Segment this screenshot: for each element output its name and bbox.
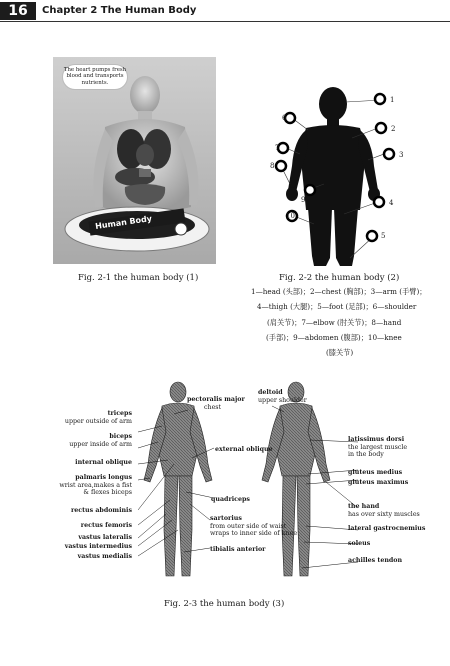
label-number-2: 2 [391, 125, 396, 133]
page-number: 16 [0, 2, 36, 20]
label-sartorius: sartorius from outer side of waist wraps to inner side of knee [210, 515, 298, 537]
label-rectus-femoris: rectus femoris [80, 522, 132, 529]
legend-line-5: (膝关节) [326, 348, 354, 357]
figure-2-2-caption: Fig. 2-2 the human body (2) [279, 273, 400, 283]
label-gluteus-maximus: gluteus maximus [348, 479, 409, 486]
label-vastus-intermedius: vastus intermedius [64, 543, 132, 550]
chapter-title: Chapter 2 The Human Body [42, 5, 197, 16]
legend-line-4: (手部)；9—abdomen (腹部)；10—knee [266, 333, 402, 342]
label-pectoralis-major: pectoralis major chest [187, 396, 245, 411]
figure-2-3-caption: Fig. 2-3 the human body (3) [164, 599, 285, 609]
model-brand-label: Human Body [94, 214, 153, 231]
label-triceps: triceps upper outside of arm [64, 410, 132, 425]
figure-2-3-muscle-diagram [138, 380, 358, 590]
label-number-5: 5 [381, 232, 386, 240]
label-vastus-lateralis: vastus lateralis [78, 534, 132, 541]
speech-bubble: The heart pumps fresh blood and transports nutrients. [62, 64, 128, 90]
label-internal-oblique: internal oblique [75, 459, 132, 466]
page-header [0, 0, 450, 22]
label-number-3: 3 [399, 151, 404, 159]
label-number-7: 7 [275, 144, 280, 152]
label-tibialis-anterior: tibialis anterior [210, 546, 266, 553]
label-achilles-tendon: achilles tendon [348, 557, 403, 564]
label-soleus: soleus [348, 540, 371, 547]
label-palmaris-longus: palmaris longus wrist area,makes a fist & flexes biceps [59, 474, 132, 496]
legend-line-3: (肩关节)；7—elbow (肘关节)；8—hand [267, 318, 402, 327]
label-gluteus-medius: gluteus medius [348, 469, 403, 476]
label-vastus-medialis: vastus medialis [77, 553, 132, 560]
label-external-oblique: external oblique [215, 446, 273, 453]
label-number-6: 6 [282, 114, 287, 122]
label-biceps: biceps upper inside of arm [69, 433, 132, 448]
label-lateral-gastrocnemius: lateral gastrocnemius [348, 525, 426, 532]
legend-line-2: 4—thigh (大腿)；5—foot (足部)；6—shoulder [257, 302, 417, 311]
legend-line-1: 1—head (头部)；2—chest (胸部)；3—arm (手臂)； [251, 287, 427, 296]
label-quadriceps: quadriceps [211, 496, 250, 503]
label-deltoid: deltoid upper shoulder [258, 389, 307, 404]
figure-2-1-caption: Fig. 2-1 the human body (1) [78, 273, 199, 283]
label-rectus-abdominis: rectus abdominis [70, 507, 132, 514]
header-rule [0, 21, 450, 22]
label-number-8: 8 [270, 162, 275, 170]
label-number-9: 9 [301, 196, 306, 204]
label-number-1: 1 [390, 96, 395, 104]
figure-2-2-silhouette [268, 80, 408, 270]
label-the-hand: the hand has over sixty muscles [348, 503, 420, 518]
label-number-10: 10 [286, 212, 295, 220]
label-latissimus-dorsi: latissimus dorsi the largest muscle in the body [348, 436, 408, 458]
label-number-4: 4 [389, 199, 394, 207]
